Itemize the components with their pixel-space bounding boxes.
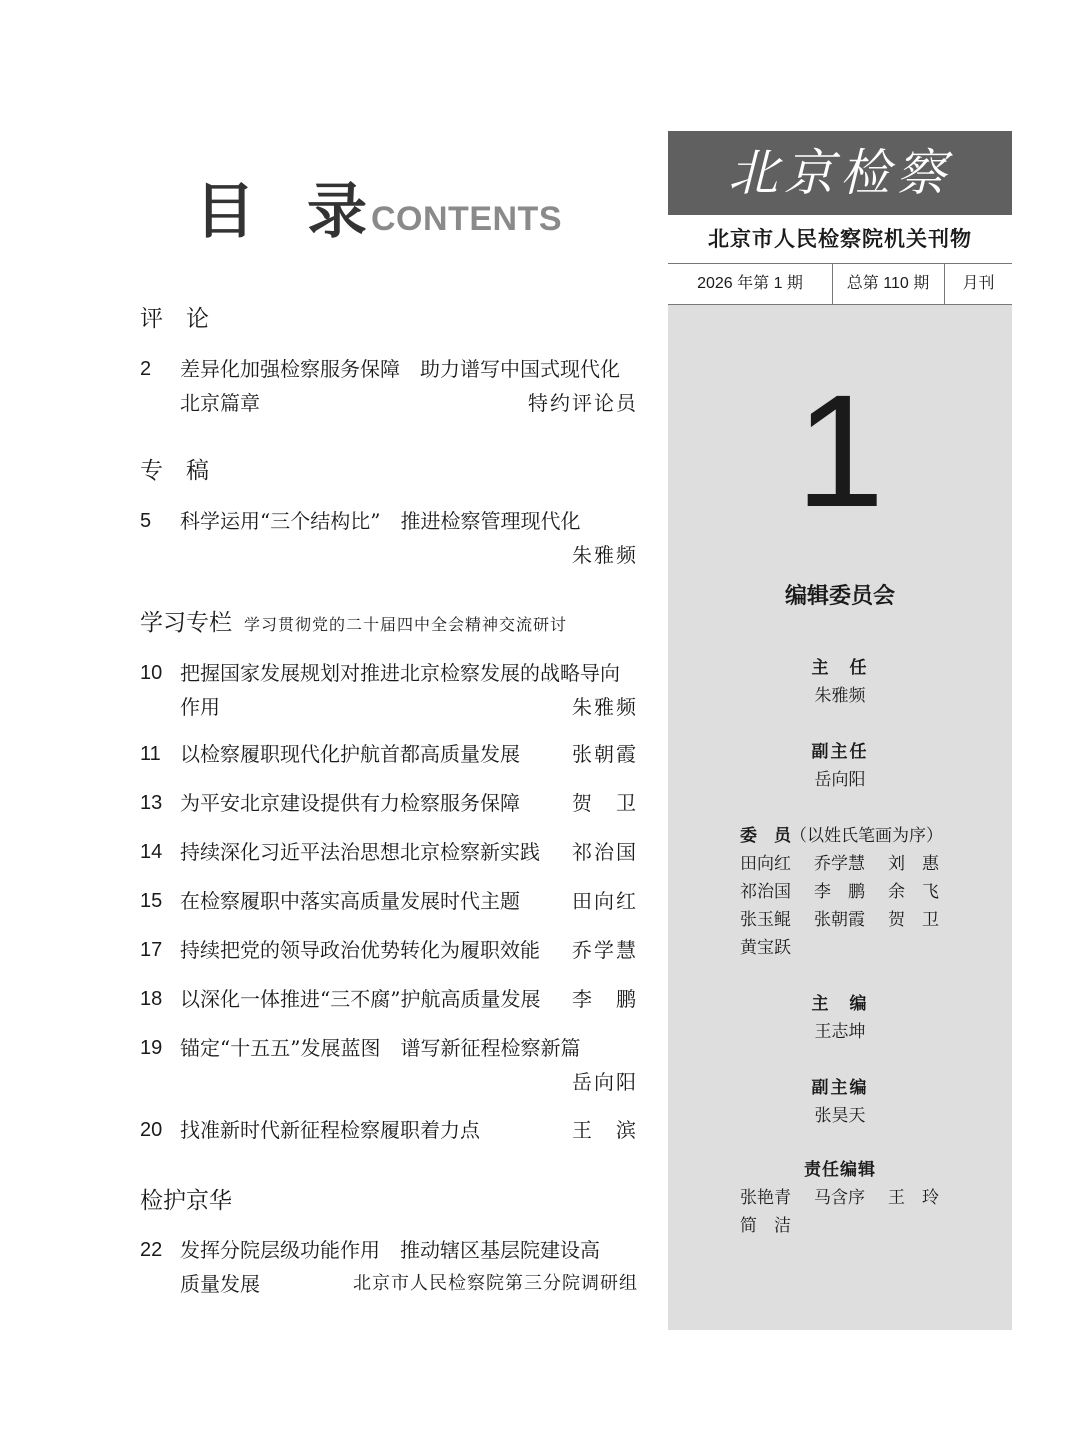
editorial-board-title: 编辑委员会 <box>784 584 895 609</box>
publication-frequency: 月刊 <box>962 275 995 292</box>
toc-entry[interactable] <box>140 933 638 967</box>
toc-entry[interactable] <box>140 737 638 771</box>
title-char-1: 目 <box>195 177 255 247</box>
entry-title-line: 作用 <box>180 695 220 719</box>
big-issue-number: 1 <box>795 361 885 540</box>
page-number: 22 <box>140 1239 163 1261</box>
section-heading: 评 论 <box>140 306 209 332</box>
masthead-sidebar <box>668 131 1012 1330</box>
entry-title-line: 以深化一体推进“三不腐”护航高质量发展 <box>180 987 541 1011</box>
person-name: 田向红 <box>740 854 791 874</box>
page-number: 11 <box>140 743 161 765</box>
person-name: 张朝霞 <box>814 910 865 930</box>
person-name: 张艳青 <box>740 1188 791 1208</box>
role-label: 副主任 <box>811 742 869 762</box>
entry-title-line: 质量发展 <box>180 1272 260 1296</box>
page-number: 15 <box>140 890 163 912</box>
toc-entry[interactable] <box>140 504 638 572</box>
entry-title-line: 以检察履职现代化护航首都高质量发展 <box>180 742 520 766</box>
section-heading: 学习专栏 学习贯彻党的二十届四中全会精神交流研讨 <box>140 610 568 636</box>
person-name: 余 飞 <box>888 882 939 902</box>
person-name: 王 玲 <box>888 1188 939 1208</box>
entry-author: 岳向阳 <box>572 1070 638 1094</box>
page-number: 18 <box>140 988 163 1010</box>
entry-author: 张朝霞 <box>572 742 638 766</box>
entry-author: 朱雅频 <box>572 695 638 719</box>
section-subtitle: 学习贯彻党的二十届四中全会精神交流研讨 <box>244 615 568 634</box>
person-name: 王志坤 <box>814 1022 866 1042</box>
entry-title-line: 发挥分院层级功能作用 推动辖区基层院建设高 <box>180 1238 600 1262</box>
page-number: 5 <box>140 510 152 532</box>
publisher-subtitle: 北京市人民检察院机关刊物 <box>668 215 1012 263</box>
toc-entry[interactable] <box>140 1031 638 1099</box>
entry-author: 田向红 <box>572 889 638 913</box>
entry-author: 李 鹏 <box>572 987 638 1011</box>
person-name: 黄宝跃 <box>740 938 791 958</box>
members-note: （以姓氏笔画为序） <box>790 826 943 846</box>
toc-entry[interactable] <box>140 884 638 918</box>
entry-title-line: 持续把党的领导政治优势转化为履职效能 <box>180 938 540 962</box>
issue-info-row <box>668 263 1012 305</box>
entry-author: 贺 卫 <box>572 791 638 815</box>
toc-entry[interactable] <box>140 656 638 724</box>
person-name: 贺 卫 <box>888 910 939 930</box>
issue-number: 2026 年第 1 期 <box>668 264 833 304</box>
magazine-logo: 北京检察 <box>728 144 952 202</box>
entry-author: 北京市人民检察院第三分院调研组 <box>353 1273 638 1294</box>
role-label: 责任编辑 <box>804 1160 876 1180</box>
entry-author: 王 滨 <box>572 1118 638 1142</box>
toc-entry[interactable] <box>140 352 638 420</box>
entry-title-line: 锚定“十五五”发展蓝图 谱写新征程检察新篇 <box>180 1036 581 1060</box>
entry-title-line: 找准新时代新征程检察履职着力点 <box>180 1118 480 1142</box>
entry-author: 乔学慧 <box>572 938 638 962</box>
entry-title-line: 北京篇章 <box>180 391 260 415</box>
toc-entry[interactable] <box>140 1233 638 1301</box>
page-number: 2 <box>140 358 152 380</box>
page-number: 20 <box>140 1119 163 1141</box>
person-name: 马含序 <box>814 1188 865 1208</box>
person-name: 张昊天 <box>814 1106 866 1126</box>
page-number: 10 <box>140 662 163 684</box>
total-issue-number: 总第 110 期 <box>832 264 945 304</box>
entry-title-line: 持续深化习近平法治思想北京检察新实践 <box>180 840 540 864</box>
role-label: 副主编 <box>811 1078 869 1098</box>
title-english: CONTENTS <box>371 200 562 238</box>
toc-entry[interactable] <box>140 982 638 1016</box>
entry-title-line: 在检察履职中落实高质量发展时代主题 <box>180 889 520 913</box>
toc-entry[interactable] <box>140 1113 638 1147</box>
person-name: 祁治国 <box>740 882 791 902</box>
entry-author: 朱雅频 <box>572 543 638 567</box>
page-number: 17 <box>140 939 163 961</box>
person-name: 简 洁 <box>740 1216 791 1236</box>
person-name: 朱雅频 <box>814 686 866 706</box>
person-name: 张玉鲲 <box>740 910 791 930</box>
role-label: 主 编 <box>811 994 869 1014</box>
entry-title-line: 科学运用“三个结构比” 推进检察管理现代化 <box>180 509 581 533</box>
person-name: 李 鹏 <box>814 882 865 902</box>
entry-title-line: 把握国家发展规划对推进北京检察发展的战略导向 <box>180 661 620 685</box>
masthead-banner <box>668 131 1012 215</box>
page-number: 19 <box>140 1037 163 1059</box>
page-number: 14 <box>140 841 163 863</box>
person-name: 岳向阳 <box>814 770 866 790</box>
toc-entry[interactable] <box>140 786 638 820</box>
entry-author: 祁治国 <box>572 840 638 864</box>
page-number: 13 <box>140 792 163 814</box>
role-label: 委 员 <box>740 826 791 846</box>
entry-author: 特约评论员 <box>528 391 638 415</box>
role-label: 主 任 <box>811 658 869 678</box>
entry-title-line: 差异化加强检察服务保障 助力谱写中国式现代化 <box>180 357 620 381</box>
title-char-2: 录 <box>307 177 367 247</box>
section-heading: 专 稿 <box>140 458 209 484</box>
toc-entry[interactable] <box>140 835 638 869</box>
person-name: 乔学慧 <box>814 854 865 874</box>
entry-title-line: 为平安北京建设提供有力检察服务保障 <box>180 791 520 815</box>
person-name: 刘 惠 <box>888 854 939 874</box>
section-heading: 检护京华 <box>140 1188 232 1214</box>
